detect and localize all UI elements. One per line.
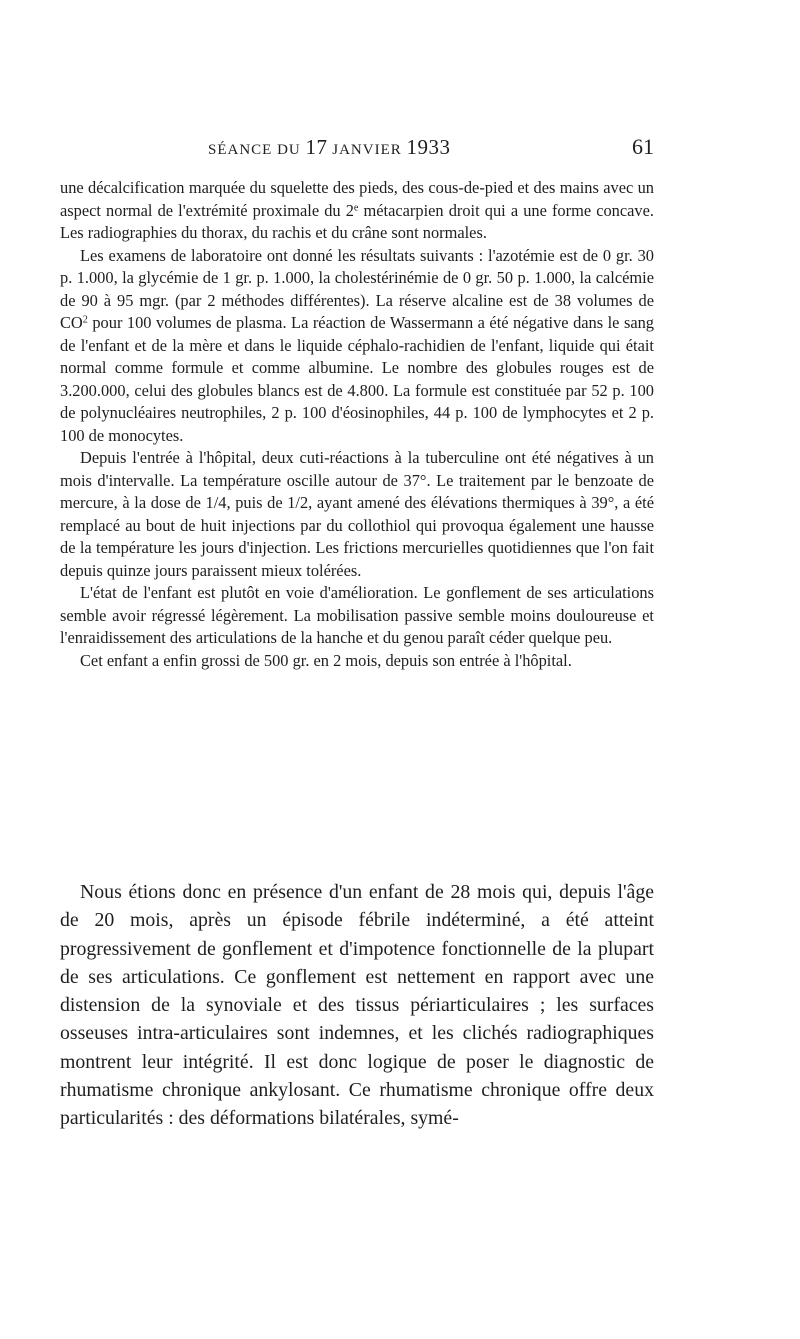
paragraph-treatment: Depuis l'entrée à l'hôpital, deux cuti-réactions à la tuberculine ont été négatives à un mois d'intervalle. La température oscille autour de 37°. Le traitement par le benzoate de mercure, à la dose de 1/4, puis de 1/2, ayant amené des élévations thermiques à 39°, a été remplacé au bout de huit injections par du collothiol qui provoqua également une hausse de la température les jours d'injection. Les frictions mercurielles quotidiennes que l'on fait depuis quinze jours paraissent mieux tolérées. xyxy=(60,448,654,580)
paragraph-laboratory: Les examens de laboratoire ont donné les résultats suivants : l'azotémie est de 0 gr. 30 p. 1.000, la glycémie de 1 gr. p. 1.000, la cholestérinémie de 0 gr. 50 p. 1.000, la calcémie de 90 à 95 mgr. (par 2 méthodes différentes). La réserve alcaline est de 38 volumes de $CO^2$ pour 100 volumes de plasma. La réaction de Wassermann a été négative dans le sang de l'enfant et de la mère et dans le liquide céphalo-rachidien de l'enfant, liquide qui était normal comme formule et comme albumine. Le nombre des globules rouges est de 3.200.000, celui des globules blancs est de 4.800. La formule est constituée par 52 p. 100 de polynucléaires neutrophiles, 2 p. 100 d'éosinophiles, 44 p. 100 de lymphocytes et 2 p. 100 de monocytes. xyxy=(60,245,654,445)
running-title-month: JANVIER xyxy=(327,142,407,158)
running-title-day: 17 xyxy=(305,135,328,159)
paragraph-radiographs: une décalcification marquée du squelette des pieds, des cous-de-pied et des mains avec un aspect normal de l'extrémité proximale du 2e métacarpien droit qui a une forme concave. Les radiographies du thorax, du rachis et du crâne sont normales. xyxy=(60,178,654,242)
running-title-session: SÉANCE DU xyxy=(208,142,306,158)
paragraph-evolution: L'état de l'enfant est plutôt en voie d'amélioration. Le gonflement de ses articulations semble avoir régressé légèrement. La mobilisation passive semble moins douloureuse et l'enraidissement des articulations de la hanche et du genou paraît céder quelque peu. xyxy=(60,583,654,647)
running-title xyxy=(208,135,451,160)
discussion-text xyxy=(60,878,654,1133)
running-header xyxy=(60,135,654,165)
clinical-observation-text xyxy=(60,177,654,672)
page-number: 61 xyxy=(632,134,654,159)
paragraph-discussion: Nous étions donc en présence d'un enfant de 28 mois qui, depuis l'âge de 20 mois, après un épisode fébrile indéterminé, a été atteint progressivement de gonflement et d'impotence fonctionnelle de la plupart de ses articulations. Ce gonflement est nettement en rapport avec une distension de la synoviale et des tissus périarticulaires ; les surfaces osseuses intra-articulaires sont indemnes, et les clichés radiographiques montrent leur intégrité. Il est donc logique de poser le diagnostic de rhumatisme chronique ankylosant. Ce rhumatisme chronique offre deux particularités : des déformations bilatérales, symé- xyxy=(60,881,654,1130)
running-title-year: 1933 xyxy=(406,135,451,159)
paragraph-weight: Cet enfant a enfin grossi de 500 gr. en 2 mois, depuis son entrée à l'hôpital. xyxy=(80,650,572,670)
